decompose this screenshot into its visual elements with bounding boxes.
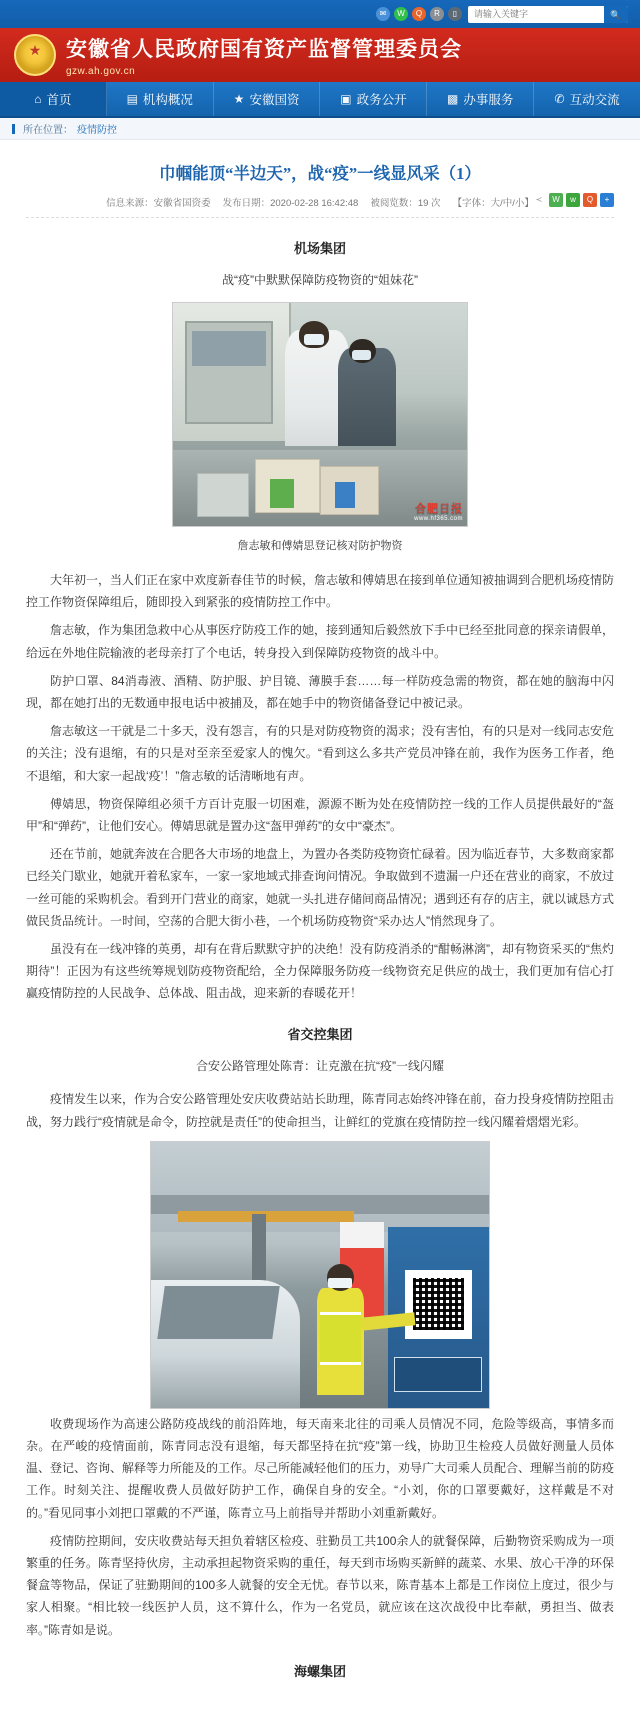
share-bar — [532, 193, 614, 207]
font-size-small[interactable]: 小 — [514, 198, 525, 210]
photo-container-1 — [26, 302, 614, 527]
breadcrumb-label: 所在位置： — [23, 125, 73, 136]
nav-item-government-disclosure[interactable] — [320, 82, 427, 116]
national-emblem-icon — [14, 34, 56, 76]
paragraph: 疫情发生以来，作为合安公路管理处安庆收费站站长助理，陈青同志始终冲锋在前，奋力投身疫情防控阻击战，努力践行“疫情就是命令，防控就是责任”的使命担当，让鲜红的党旗在疫情防控一线闪耀着熠熠光彩。 — [26, 1092, 615, 1129]
site-masthead — [0, 28, 640, 82]
paragraph: 防护口罩、84消毒液、酒精、防护服、护目镜、薄膜手套……每一样防疫急需的物资，都在她的脑海中闪现，都在她打出的无数通申报电话中被捕及，都在她手中的物资储备登记中被记录。 — [26, 673, 614, 711]
paragraph: 收费现场作为高速公路防疫战线的前沿阵地，每天南来北往的司乘人员情况不同，危险等级高，事情多而杂。在严峻的疫情面前，陈青同志没有退缩，每天都坚持在抗“疫”第一线，协助卫生检疫人员做好测量人员体温、登记、咨询、解释等力所能及的工作。尽己所能减轻他们的压力，劝导广大司乘人员配合、理解当前的防疫工作。时刻关注、提醒收费人员做好防护工作，确保自身的安全。“小刘，你的口罩要戴好，这样戴是不对的。”看见同事小刘把口罩戴的不严谨，陈青立马上前指导并帮助小刘重新戴好。 — [26, 1416, 615, 1520]
section-subheading-transport: 合安公路管理处陈青：让克激在抗“疫”一线闪耀 — [196, 1059, 444, 1074]
nav-item-anhui-assets[interactable] — [214, 82, 321, 116]
paragraph: 虽没有在一线冲锋的英勇，却有在背后默默守护的决绝！没有防疫消杀的“酣畅淋漓”，却有物资采买的“焦灼期待”！正因为有这些统筹规划防疫物资配给，全力保障服务防疫一线物资充足供应的战士，我们更加有信心打赢疫情防控的人民战争、总体战、阻击战，迎来新的春暖花开！ — [26, 941, 614, 1001]
breadcrumb-current[interactable]: 疫情防控 — [77, 125, 117, 136]
building-icon: ▤ — [126, 92, 138, 106]
watermark-line1: 合肥日报 — [415, 503, 463, 516]
chat-icon: ✆ — [554, 92, 565, 106]
page-title: 巾帼能顶“半边天”，战“疫”一线显风采（1） — [159, 164, 481, 183]
photo-watermark — [414, 500, 463, 522]
paragraph: 詹志敏，作为集团急救中心从事医疗防疫工作的她，接到通知后毅然放下手中已经至批同意的探亲请假单，给远在外地住院输液的老母亲打了个电话，转身投入到保障防疫物资的战斗中。 — [26, 623, 615, 660]
article-meta — [26, 195, 614, 218]
paragraph: 还在节前，她就奔波在合肥各大市场的地盘上，为置办各类防疫物资忙碌着。因为临近春节，大多数商家都已经关门歇业，她就开着私家车，一家一家地域式排查询问情况。争取做到不遗漏一户还在营业的商家，不放过一丝可能的采购机会。看到开门营业的商家，她就一头扎进存储间商品情况；遇到还有存的店主，就以诚恳方式做民货品统计。一时间，空荡的合肥大街小巷，一个机场防疫物资“采办达人”悄然现身了。 — [26, 847, 615, 928]
mobile-icon[interactable]: ▯ — [448, 7, 462, 21]
watermark-line2: www.hf365.com — [414, 516, 463, 523]
nav-label: 办事服务 — [463, 93, 514, 107]
nav-label: 互动交流 — [569, 93, 620, 107]
hospital-supply-photo — [172, 302, 468, 527]
chart-icon: ▩ — [447, 92, 459, 106]
nav-label: 首页 — [46, 93, 72, 107]
meta-views: 被阅览数：19 次 — [370, 198, 441, 210]
nav-item-organization[interactable] — [107, 82, 214, 116]
breadcrumb — [0, 118, 640, 140]
weibo-icon[interactable]: W — [394, 7, 408, 21]
paragraph: 疫情防控期间，安庆收费站每天担负着辖区检疫、驻勤员工共100余人的就餐保障，后勤物资采购成为一项繁重的任务。陈青坚持伙房，主动承担起物资采购的重任，每天到市场购买新鲜的蔬菜、水果、放心干净的环保餐盒等物品，保证了驻勤期间的100多人就餐的安全无忧。春节以来，陈青基本上都是工作岗位上度过，很少与家人相聚。“相比较一线医护人员，这不算什么，作为一名党员，就应该在这次战役中比奉献，勇担当、做表率。”陈青如是说。 — [26, 1533, 615, 1637]
font-size-medium[interactable]: 中 — [502, 198, 513, 210]
nav-label: 机构概况 — [142, 93, 193, 107]
more-share-icon[interactable]: + — [600, 193, 614, 207]
photo-container-2 — [26, 1141, 614, 1409]
section-heading-airport: 机场集团 — [293, 241, 346, 257]
section-heading-transport: 省交控集团 — [287, 1027, 353, 1043]
wechat-share-icon[interactable]: W — [549, 193, 563, 207]
nav-label: 政务公开 — [356, 93, 407, 107]
rss-icon[interactable]: R — [430, 7, 444, 21]
wechat-icon[interactable]: ✉ — [376, 7, 390, 21]
star-icon: ★ — [233, 92, 245, 106]
nav-label: 安徽国资 — [249, 93, 300, 107]
section-heading-conch: 海螺集团 — [293, 1663, 346, 1679]
article-body — [0, 140, 640, 1704]
paragraph: 傅婧思，物资保障组必须千方百计克服一切困难，源源不断为处在疫情防控一线的工作人员提供最好的“盔甲”和“弹药”，让他们安心。傅婧思就是置办这“盔甲弹药”的女中“豪杰”。 — [26, 796, 614, 833]
site-search[interactable] — [468, 6, 628, 23]
share-icon[interactable]: ≺ — [535, 195, 543, 205]
qq-icon[interactable]: Q — [412, 7, 426, 21]
search-button[interactable]: 🔍 — [604, 6, 628, 23]
nav-item-interaction[interactable] — [534, 82, 640, 116]
paragraph: 詹志敏这一干就是二十多天，没有怨言，有的只是对防疫物资的渴求；没有害怕，有的只是对一线同志安危的关注；没有退缩，有的只是对至亲至爱家人的愧欠。“看到这么多共产党员冲锋在前，我作为医务工作者，绝不退缩，和大家一起战‘疫’！”詹志敏的话清晰地有声。 — [26, 724, 615, 783]
meta-source: 信息来源：安徽省国资委 — [106, 198, 211, 210]
social-icon-group — [376, 7, 462, 21]
paragraph: 大年初一，当人们正在家中欢度新春佳节的时候，詹志敏和傅婧思在接到单位通知被抽调到合肥机场疫情防控工作物资保障组后，随即投入到紧张的疫情防控工作中。 — [26, 573, 615, 610]
font-size-large[interactable]: 大 — [490, 198, 501, 210]
section-subheading-airport: 战“疫”中默默保障防疫物资的“姐妹花” — [222, 273, 418, 288]
site-domain: gzw.ah.gov.cn — [66, 66, 136, 77]
breadcrumb-marker-icon — [12, 124, 15, 134]
nav-item-home[interactable] — [0, 82, 107, 116]
search-input[interactable] — [472, 8, 604, 20]
meta-date: 发布日期：2020-02-28 16:42:48 — [222, 198, 359, 210]
doc-icon: ▣ — [340, 92, 352, 106]
nav-item-services[interactable] — [427, 82, 534, 116]
site-title: 安徽省人民政府国有资产监督管理委员会 — [66, 37, 462, 61]
toll-station-photo — [150, 1141, 490, 1409]
font-size-control: 【字体：大/中/小】 — [452, 198, 534, 210]
qzone-share-icon[interactable]: Q — [583, 193, 597, 207]
wechat2-share-icon[interactable]: w — [566, 193, 580, 207]
main-navigation — [0, 82, 640, 118]
top-utility-bar — [0, 0, 640, 28]
photo-caption-1: 詹志敏和傅婧思登记核对防护物资 — [237, 540, 403, 553]
home-icon: ⌂ — [34, 92, 42, 106]
